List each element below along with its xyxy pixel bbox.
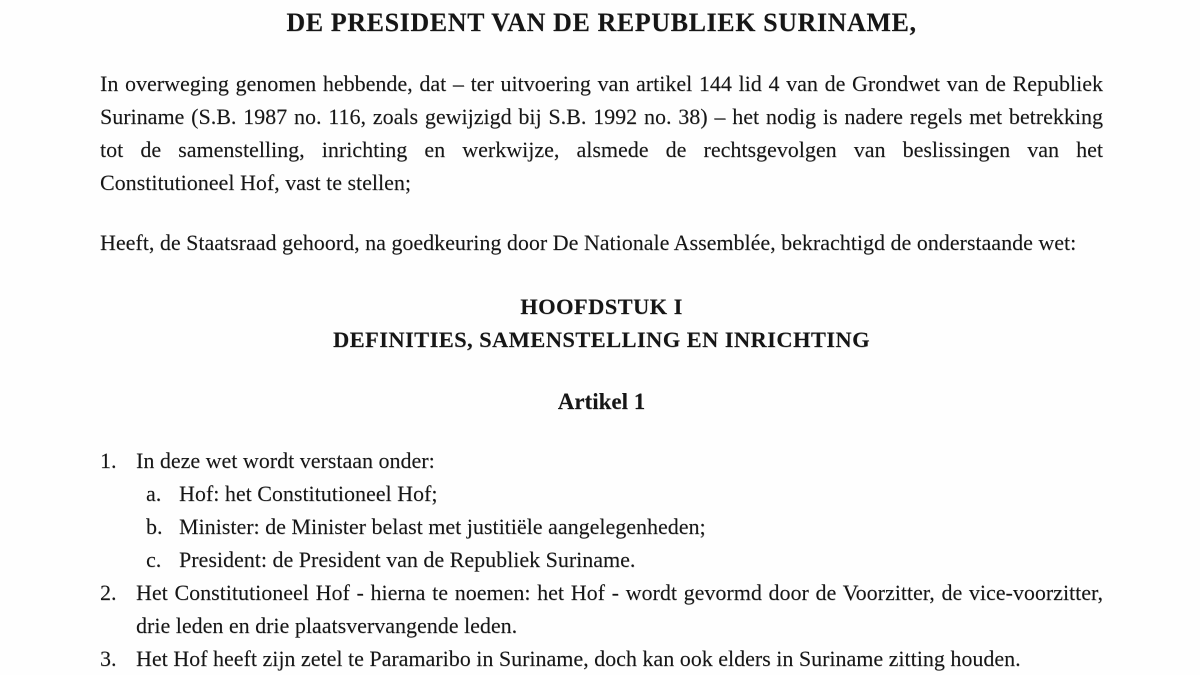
list-item-number: 2. <box>100 580 117 605</box>
list-subitem-letter: b. <box>146 514 163 539</box>
list-subitem-text: Hof: het Constitutioneel Hof; <box>179 481 438 506</box>
list-item-text: In deze wet wordt verstaan onder: <box>136 448 435 473</box>
list-item-1 <box>100 444 1103 477</box>
enactment-paragraph: Heeft, de Staatsraad gehoord, na goedkeuring door De Nationale Assemblée, bekrachtigd de onderstaande wet: <box>100 230 1077 255</box>
chapter-heading-line1: HOOFDSTUK I <box>520 294 683 319</box>
list-item-number: 1. <box>100 448 117 473</box>
chapter-heading-line2: DEFINITIES, SAMENSTELLING EN INRICHTING <box>333 327 870 352</box>
list-subitem-1c <box>100 543 1103 576</box>
list-subitem-letter: a. <box>146 481 162 506</box>
list-item-text: Het Constitutioneel Hof - hierna te noemen: het Hof - wordt gevormd door de Voorzitter, de vice-voorzitter, drie leden en drie plaatsvervangende leden. <box>136 580 1103 638</box>
preamble-paragraph: In overweging genomen hebbende, dat – ter uitvoering van artikel 144 lid 4 van de Grondwet van de Republiek Suriname (S.B. 1987 no. 116, zoals gewijzigd bij S.B. 1992 no. 38) – het nodig is nadere regels met betrekking tot de samenstelling, inrichting en werkwijze, alsmede de rechtsgevolgen van beslissingen van het Constitutioneel Hof, vast te stellen; <box>100 71 1103 195</box>
article-item-list <box>100 444 1103 675</box>
document-title: DE PRESIDENT VAN DE REPUBLIEK SURINAME, <box>286 8 917 37</box>
list-subitem-1b <box>100 510 1103 543</box>
article-heading: Artikel 1 <box>557 389 646 414</box>
list-item-number: 3. <box>100 646 117 671</box>
list-subitem-letter: c. <box>146 547 162 572</box>
list-item-3 <box>100 642 1103 675</box>
list-item-2 <box>100 576 1103 642</box>
list-subitem-1a <box>100 477 1103 510</box>
list-subitem-text: President: de President van de Republiek Suriname. <box>179 547 636 572</box>
list-subitem-text: Minister: de Minister belast met justitiële aangelegenheden; <box>179 514 706 539</box>
list-item-text: Het Hof heeft zijn zetel te Paramaribo in Suriname, doch kan ook elders in Suriname zitting houden. <box>136 646 1021 671</box>
